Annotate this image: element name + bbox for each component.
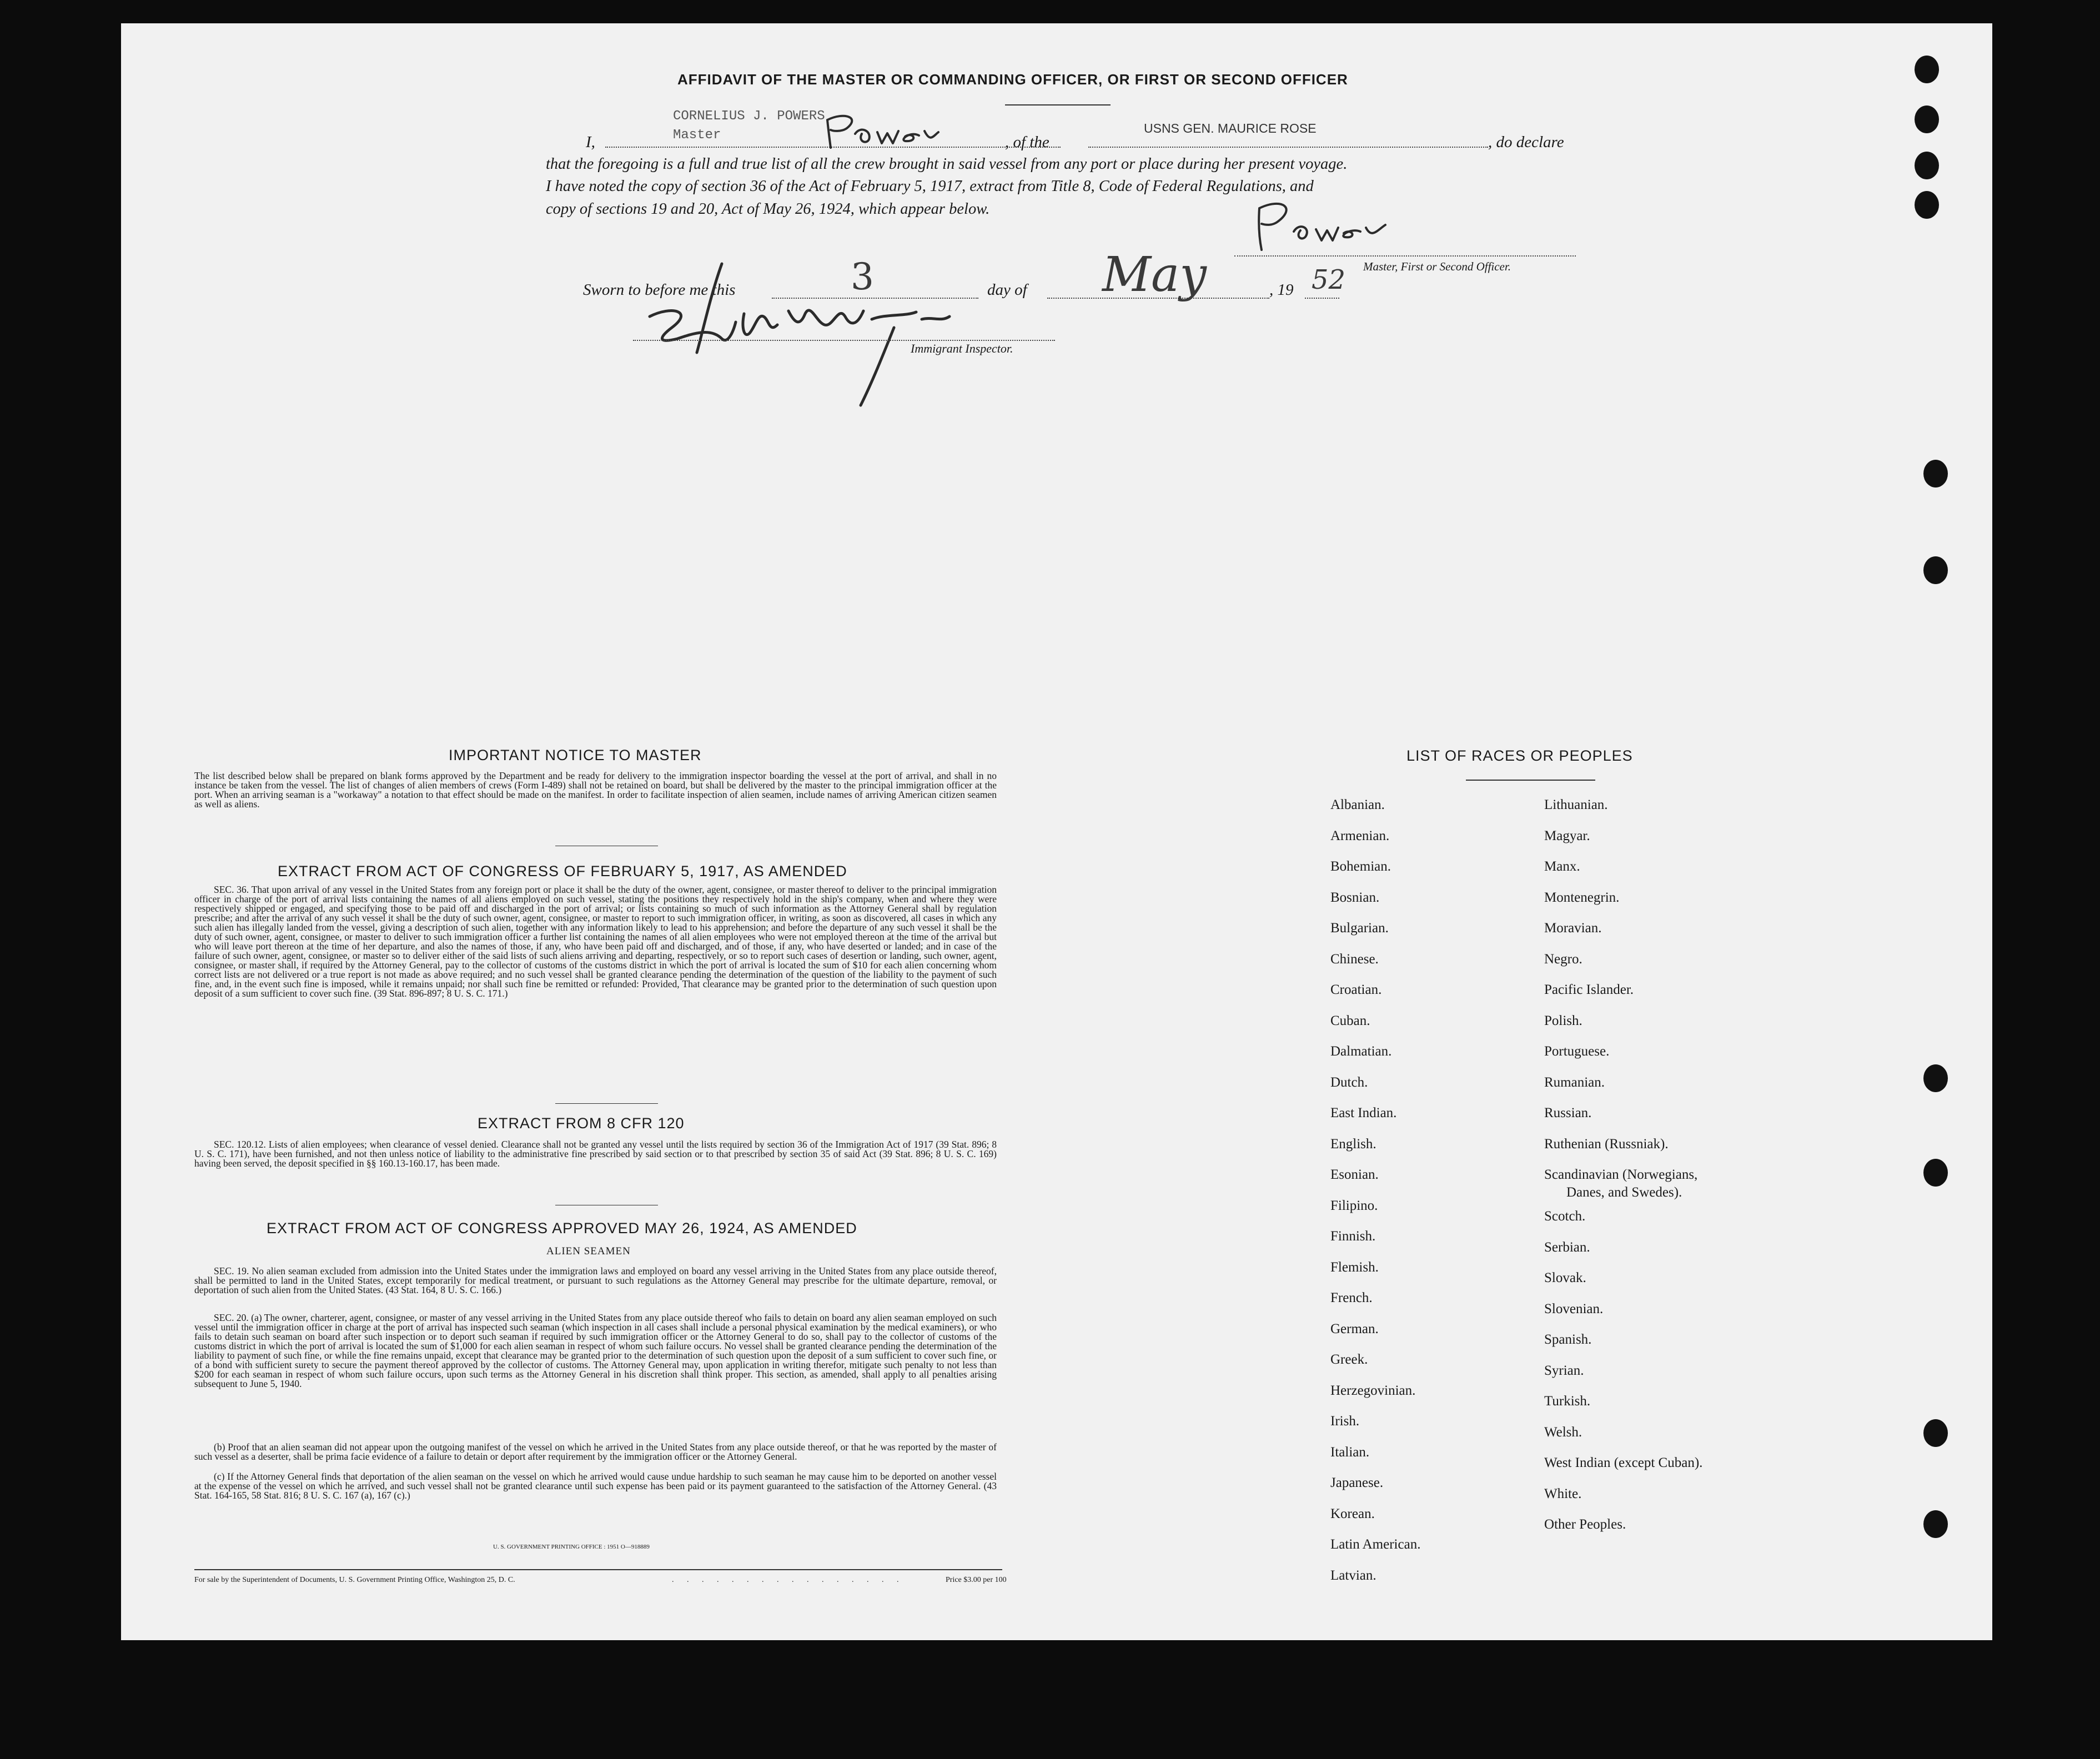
extract-1924-sec20b: (b) Proof that an alien seaman did not appear upon the outgoing manifest of the vessel on which he arrived in the United States from any place outside thereof, or that he was reported by the master of such vessel as a deserter, shall be prima facie evidence of a failure to detain or deport after requirement by the immigration officer or the Attorney General.	[194, 1441, 997, 1462]
punch-hole	[1915, 152, 1939, 179]
race-item: East Indian.	[1330, 1105, 1397, 1120]
race-item: Bosnian.	[1330, 889, 1380, 905]
notice-title: IMPORTANT NOTICE TO MASTER	[449, 747, 702, 763]
race-item: German.	[1330, 1321, 1379, 1336]
extract-1924-sec20c: (c) If the Attorney General finds that deportation of the alien seaman on the vessel on which he arrived would cause undue hardship to such seaman he may cause him to be deported on another vessel at the expense of the vessel on which he arrived, and such vessel shall not be granted clearance until such expense has been paid or its payment guaranteed to the satisfaction of the Attorney General. (43 Stat. 164-165, 58 Stat. 816; 8 U. S. C. 167 (a), 167 (c).)	[194, 1471, 997, 1501]
do-declare-label: , do declare	[1488, 133, 1564, 151]
race-item: Rumanian.	[1544, 1074, 1605, 1090]
affidavit-text-line: copy of sections 19 and 20, Act of May 26, 1924, which appear below.	[546, 200, 990, 218]
race-item: Ruthenian (Russniak).	[1544, 1136, 1669, 1152]
master-signature	[822, 109, 999, 153]
races-title: LIST OF RACES OR PEOPLES	[1406, 747, 1633, 764]
divider	[1466, 780, 1595, 781]
affidavit-title: AFFIDAVIT OF THE MASTER OR COMMANDING OFFICER, OR FIRST OR SECOND OFFICER	[677, 71, 1348, 88]
printing-office-line: U. S. GOVERNMENT PRINTING OFFICE : 1951 O—918889	[493, 1544, 650, 1550]
race-item: Herzegovinian.	[1330, 1383, 1416, 1398]
race-item: Finnish.	[1330, 1229, 1376, 1244]
race-item: Manx.	[1544, 859, 1580, 874]
inspector-caption: Immigrant Inspector.	[911, 341, 1013, 355]
affidavit-text-line: that the foregoing is a full and true list of all the crew brought in said vessel from any port or place during her present voyage.	[546, 155, 1348, 173]
race-item: Danes, and Swedes).	[1566, 1185, 1682, 1200]
race-item: Welsh.	[1544, 1424, 1582, 1440]
race-item: Montenegrin.	[1544, 889, 1620, 905]
race-item: Esonian.	[1330, 1167, 1379, 1182]
race-item: Chinese.	[1330, 951, 1379, 967]
race-item: Latin American.	[1330, 1537, 1421, 1552]
punch-hole	[1923, 556, 1948, 584]
race-item: Latvian.	[1330, 1567, 1376, 1583]
race-item: Dalmatian.	[1330, 1044, 1392, 1059]
punch-hole	[1923, 1419, 1948, 1447]
notice-text: The list described below shall be prepared on blank forms approved by the Department and be ready for delivery to the immigration inspector boarding the vessel at the port of arrival, and shall in no instance be taken from the vessel. The list of changes of alien members of crews (Form I-489) shall not be retained on board, but shall be delivered by the master to the principal immigration officer at the port. When an arriving seaman is a "workaway" a notation to that effect should be made on the manifest. In order to facilitate inspection of alien seamen, include names of arriving American citizen seamen as well as aliens.	[194, 770, 997, 810]
race-item: Italian.	[1330, 1444, 1370, 1460]
race-item: Korean.	[1330, 1506, 1375, 1521]
vessel-name: USNS GEN. MAURICE ROSE	[1144, 121, 1317, 135]
race-item: Moravian.	[1544, 921, 1602, 936]
race-item: Portuguese.	[1544, 1044, 1610, 1059]
punch-hole	[1923, 1510, 1948, 1538]
cfr-title: EXTRACT FROM 8 CFR 120	[478, 1115, 685, 1132]
typed-master-name: CORNELIUS J. POWERS	[673, 109, 825, 124]
race-item: Slovenian.	[1544, 1301, 1604, 1316]
race-item: Polish.	[1544, 1013, 1582, 1028]
race-item: Syrian.	[1544, 1363, 1584, 1378]
race-item: White.	[1544, 1486, 1582, 1501]
race-item: Slovak.	[1544, 1270, 1586, 1285]
race-item: Scandinavian (Norwegians,	[1544, 1167, 1698, 1182]
races-right-column	[1544, 790, 1702, 1540]
cfr-text: SEC. 120.12. Lists of alien employees; when clearance of vessel denied. Clearance shall not be granted any vessel until the lists required by section 36 of the Immigration Act of 1917 (39 Stat. 896; 8 U. S. C. 171), have been furnished, and not then unless notice of liability to the administrative fine prescribed by said section or to that prescribed by section 35 of said Act (39 Stat. 896; 8 U. S. C. 169) having been served, the deposit specified in §§ 160.13-160.17, has been made.	[194, 1139, 997, 1169]
race-item: Russian.	[1544, 1105, 1592, 1120]
race-item: Pacific Islander.	[1544, 982, 1634, 997]
punch-hole	[1915, 56, 1939, 83]
race-item: Serbian.	[1544, 1239, 1590, 1255]
typed-master-rank: Master	[673, 128, 721, 143]
race-item: Magyar.	[1544, 828, 1590, 843]
race-item: Spanish.	[1544, 1332, 1592, 1347]
year-value: 52	[1312, 264, 1346, 295]
month-value: May	[1102, 247, 1207, 303]
signature-caption: Master, First or Second Officer.	[1363, 260, 1511, 273]
inspector-line	[633, 340, 1055, 341]
sworn-label: Sworn to before me this	[583, 281, 736, 299]
race-item: French.	[1330, 1290, 1373, 1305]
race-item: Albanian.	[1330, 797, 1385, 812]
day-value: 3	[851, 255, 874, 298]
race-item: Turkish.	[1544, 1394, 1591, 1409]
race-item: Other Peoples.	[1544, 1517, 1626, 1532]
extract-1924-title: EXTRACT FROM ACT OF CONGRESS APPROVED MAY 26, 1924, AS AMENDED	[267, 1220, 857, 1237]
inspector-signature	[639, 261, 1038, 411]
vessel-line	[1088, 147, 1488, 148]
year-line	[1305, 298, 1339, 299]
footer-rule	[194, 1569, 1002, 1570]
race-item: English.	[1330, 1136, 1376, 1152]
race-item: Irish.	[1330, 1414, 1360, 1429]
race-item: Bohemian.	[1330, 859, 1391, 874]
race-item: Lithuanian.	[1544, 797, 1608, 812]
punch-hole	[1923, 1159, 1948, 1187]
race-item: Dutch.	[1330, 1074, 1368, 1090]
punch-hole	[1923, 460, 1948, 488]
race-item: West Indian (except Cuban).	[1544, 1455, 1703, 1470]
officer-signature-line	[1234, 255, 1576, 257]
punch-hole	[1923, 1064, 1948, 1092]
race-item: Greek.	[1330, 1352, 1368, 1367]
divider	[555, 1103, 658, 1104]
races-left-column	[1330, 790, 1420, 1591]
race-item: Scotch.	[1544, 1209, 1586, 1224]
for-sale-line: For sale by the Superintendent of Documents, U. S. Government Printing Office, Washington 25, D. C.	[194, 1576, 515, 1584]
day-of-label: day of	[987, 281, 1027, 299]
extract-1917-text: SEC. 36. That upon arrival of any vessel in the United States from any foreign port or place it shall be the duty of the owner, agent, consignee, or master thereof to deliver to the principal immigration officer in charge of the port of arrival lists containing the names of all aliens employed on such vessel, stating the positions they respectively hold in the ship's company, when and where they were respectively shipped or engaged, and specifying those to be paid off and discharged in the port of arrival; or lists containing so much of such information as the Attorney General shall by regulation prescribe; and after the arrival of any such vessel it shall be the duty of such owner, agent, consignee, or master to report to such immigration officer, in writing, as soon as discovered, all cases in which any such alien has illegally landed from the vessel, giving a description of such alien, together with any information likely to lead to his apprehension; and before the departure of any such vessel it shall be the duty of such owner, agent, consignee, or master to deliver to such immigration officer a further list containing the names of all alien employees who were not employed thereon at the time of the arrival but who will leave port thereon at the time of her departure, and also the names of those, if any, who have been paid off and discharged, and of those, if any, who have deserted or landed; and in case of the failure of such owner, agent, consignee, or master so to deliver either of the said lists of such aliens arriving and departing, respectively, or so to report such cases of desertion or landing, such owner, agent, consignee, or master shall, if required by the Attorney General, pay to the collector of customs of the customs district in which the port of arrival is located the sum of $10 for each alien concerning whom correct lists are not delivered or a true report is not made as above required; and no such vessel shall be granted clearance pending the determination of the question of the liability to the payment of such fine, and, in the event such fine is imposed, while it remains unpaid; nor shall such fine be remitted or refunded: Provided, That clearance may be granted prior to the determination of such question upon deposit of a sum sufficient to cover such fine. (39 Stat. 896-897; 8 U. S. C. 171.)	[194, 884, 997, 999]
footer-dots: . . . . . . . . . . . . . . . .	[672, 1576, 905, 1584]
affidavit-text-line: I have noted the copy of section 36 of the Act of February 5, 1917, extract from Title 8, Code of Federal Regulations, and	[546, 178, 1314, 195]
race-item: Cuban.	[1330, 1013, 1370, 1028]
of-the-label: , of the	[1005, 133, 1049, 151]
race-item: Flemish.	[1330, 1259, 1379, 1275]
document-page	[121, 23, 1992, 1640]
race-item: Filipino.	[1330, 1198, 1378, 1213]
divider	[1005, 104, 1111, 105]
race-item: Armenian.	[1330, 828, 1390, 843]
extract-1924-sec19: SEC. 19. No alien seaman excluded from admission into the United States under the immigration laws and employed on board any vessel arriving in the United States from any place outside thereof, shall be permitted to land in the United States, except temporarily for medical treatment, or pursuant to such regulations as the Attorney General may prescribe for the ultimate departure, removal, or deportation of such alien from the United States. (43 Stat. 164, 8 U. S. C. 166.)	[194, 1265, 997, 1295]
affidavit-i-label: I,	[586, 133, 595, 151]
extract-1917-title: EXTRACT FROM ACT OF CONGRESS OF FEBRUARY 5, 1917, AS AMENDED	[278, 863, 847, 880]
race-item: Negro.	[1544, 951, 1582, 967]
punch-hole	[1915, 105, 1939, 133]
extract-1924-subtitle: ALIEN SEAMEN	[546, 1245, 631, 1257]
year-prefix: , 19	[1269, 281, 1294, 299]
race-item: Croatian.	[1330, 982, 1382, 997]
price-line: Price $3.00 per 100	[946, 1576, 1007, 1584]
race-item: Japanese.	[1330, 1475, 1384, 1490]
officer-signature	[1249, 197, 1416, 258]
punch-hole	[1915, 191, 1939, 219]
race-item: Bulgarian.	[1330, 921, 1389, 936]
extract-1924-sec20a: SEC. 20. (a) The owner, charterer, agent, consignee, or master of any vessel arriving in the United States from any place outside thereof who fails to detain on board any alien seaman employed on such vessel until the immigration officer in charge at the port of arrival has inspected such seaman (which inspection in all cases shall include a personal physical examination by the medical examiners), or who fails to detain such seaman on board after such inspection or to deport such seaman if required by such immigration officer or the Attorney General to do so, shall pay to the collector of customs of the customs district in which the port of arrival is located the sum of $1,000 for each alien seaman in respect of whom such failure occurs. No vessel shall be granted clearance pending the determination of the liability to payment of such fine, or while the fine remains unpaid, except that clearance may be granted prior to the determination of such question upon the deposit of a sum sufficient to cover such fine, or of a bond with sufficient surety to secure the payment thereof approved by the collector of customs. The Attorney General may, upon application in writing therefor, mitigate such penalty to not less than $200 for each seaman in respect of whom such failure occurs, upon such terms as the Attorney General in his discretion shall think proper. This section, as amended, shall apply to all penalties arising subsequent to June 5, 1940.	[194, 1312, 997, 1389]
